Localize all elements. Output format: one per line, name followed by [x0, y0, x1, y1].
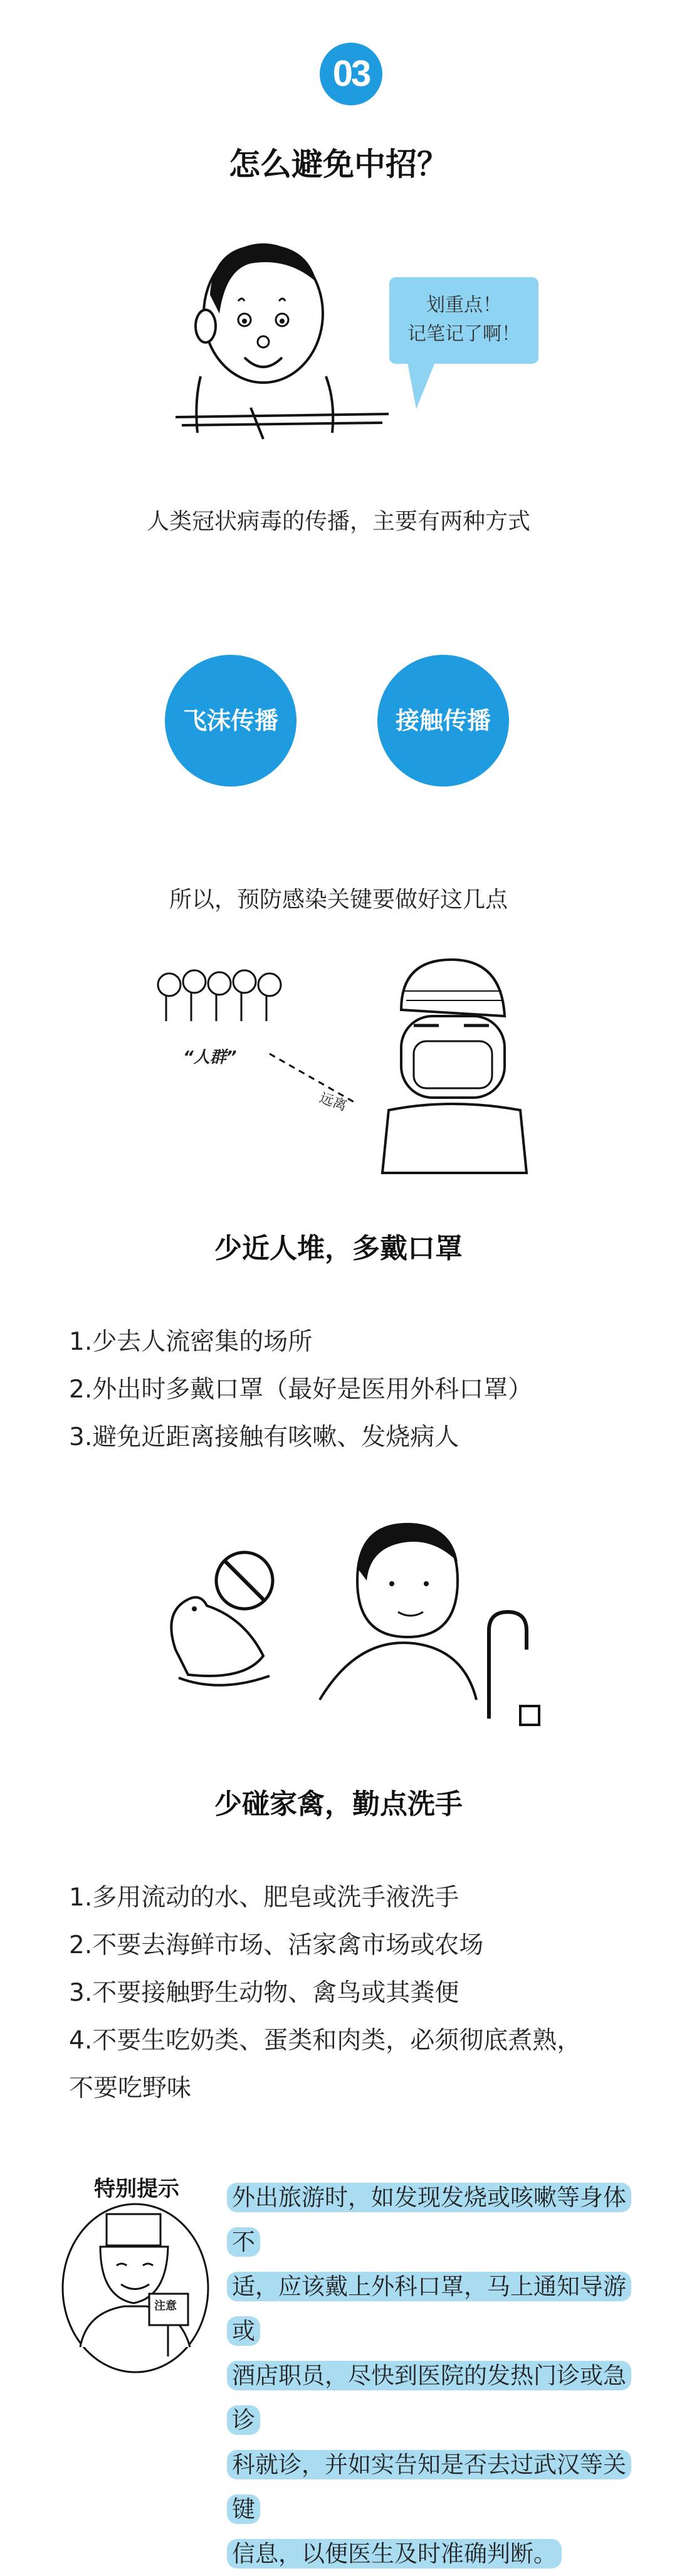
- mode-droplet-circle: 飞沫传播: [165, 655, 297, 787]
- list-item: 3.不要接触野生动物、禽鸟或其粪便: [69, 1979, 459, 2007]
- crowd-label: “人群”: [183, 1048, 237, 1067]
- list-item: 2.不要去海鲜市场、活家禽市场或农场: [69, 1931, 484, 1959]
- bubble-line-1: 划重点！: [426, 294, 501, 316]
- intro-text: 人类冠状病毒的传播，主要有两种方式: [146, 509, 530, 534]
- section1-list: [69, 1318, 658, 1461]
- list-item: 3.避免近距离接触有咳嗽、发烧病人: [69, 1423, 459, 1451]
- special-tip-text: [227, 2175, 653, 2576]
- list-item: 1.多用流动的水、肥皂或洗手液洗手: [69, 1884, 459, 1912]
- page-title: 怎么避免中招？: [229, 146, 448, 183]
- bubble-line-2: 记笔记了啊！: [407, 323, 520, 345]
- prevention-intro-text: 所以，预防感染关键要做好这几点: [169, 887, 508, 913]
- speech-bubble: [389, 277, 538, 364]
- section2-list: [69, 1874, 658, 2112]
- tip-line: 适，应该戴上外科口罩，马上通知导游或: [227, 2272, 631, 2346]
- tip-line: 酒店职员，尽快到医院的发热门诊或急诊: [227, 2361, 631, 2435]
- tip-line: 科就诊，并如实告知是否去过武汉等关键: [227, 2450, 631, 2524]
- tip-line: 信息，以便医生及时准确判断。: [227, 2539, 562, 2568]
- list-item: 4.不要生吃奶类、蛋类和肉类，必须彻底煮熟，: [69, 2027, 582, 2055]
- doctor-holding-sign-illustration: [61, 2203, 209, 2373]
- stay-away-label: 远离: [317, 1090, 349, 1115]
- section1-heading: 少近人堆，多戴口罩: [214, 1232, 463, 1264]
- boy-taking-notes-illustration: [176, 226, 389, 445]
- list-item: 不要吃野味: [69, 2074, 192, 2102]
- list-item: 2.外出时多戴口罩（最好是医用外科口罩）: [69, 1375, 533, 1404]
- tip-line: 外出旅游时，如发现发烧或咳嗽等身体不: [227, 2183, 631, 2257]
- no-poultry-and-handwashing-illustration: [150, 1512, 552, 1737]
- attention-sign-text: 注意: [154, 2299, 177, 2313]
- mode-contact-circle: 接触传播: [377, 655, 509, 787]
- list-item: 1.少去人流密集的场所: [69, 1328, 313, 1356]
- section2-heading: 少碰家禽，勤点洗手: [214, 1788, 463, 1820]
- section-number-badge: 03: [320, 43, 382, 105]
- no-touch-sign-icon: [216, 1552, 273, 1609]
- special-tip-title: 特别提示: [94, 2176, 179, 2202]
- speech-bubble-tail: [407, 363, 435, 409]
